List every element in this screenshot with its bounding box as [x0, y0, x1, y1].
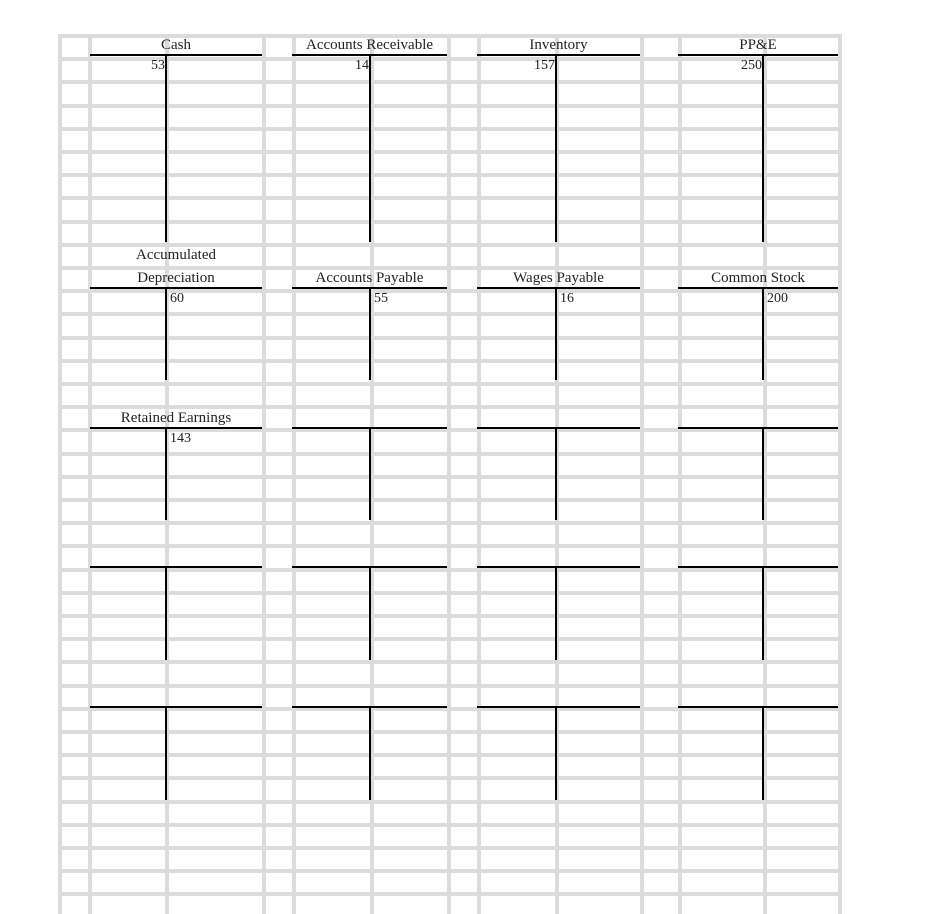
t-account-title: Cash [161, 37, 191, 53]
t-account-header-line [90, 706, 262, 708]
t-account-divider-line [555, 706, 557, 800]
t-account-header-line [477, 706, 640, 708]
t-account-divider-line [762, 706, 764, 800]
credit-balance: 60 [170, 291, 184, 306]
t-account-title: PP&E [739, 37, 777, 53]
credit-balance: 143 [170, 431, 191, 446]
grid-row-line [58, 892, 840, 896]
t-account [477, 0, 640, 800]
grid-row-line [58, 823, 840, 827]
debit-balance: 250 [741, 58, 762, 73]
debit-balance: 157 [534, 58, 555, 73]
grid-column-line [58, 34, 62, 914]
grid-column-line [447, 34, 451, 914]
grid-column-line [640, 34, 644, 914]
grid-column-line [262, 34, 266, 914]
t-account-title: Accounts Receivable [305, 37, 434, 53]
t-account [292, 0, 447, 800]
credit-balance: 55 [374, 291, 388, 306]
t-account-title: Depreciation [137, 270, 215, 286]
debit-balance: 53 [151, 58, 165, 73]
credit-balance: 200 [767, 291, 788, 306]
grid-column-line [838, 34, 842, 914]
t-account-header-line [678, 706, 838, 708]
grid-row-line [58, 846, 840, 850]
t-account-title: Inventory [529, 37, 588, 53]
credit-balance: 16 [560, 291, 574, 306]
t-account-title: Common Stock [711, 270, 805, 286]
t-account-title: Accumulated [136, 247, 216, 263]
t-account-divider-line [369, 706, 371, 800]
t-account-title: Retained Earnings [120, 410, 232, 426]
grid-row-line [58, 800, 840, 804]
grid-row-line [58, 869, 840, 873]
debit-balance: 14 [355, 58, 369, 73]
t-account-divider-line [165, 706, 167, 800]
t-account-title: Accounts Payable [315, 270, 424, 286]
t-account [678, 0, 838, 800]
t-account-title: Wages Payable [513, 270, 604, 286]
t-account [90, 0, 262, 800]
